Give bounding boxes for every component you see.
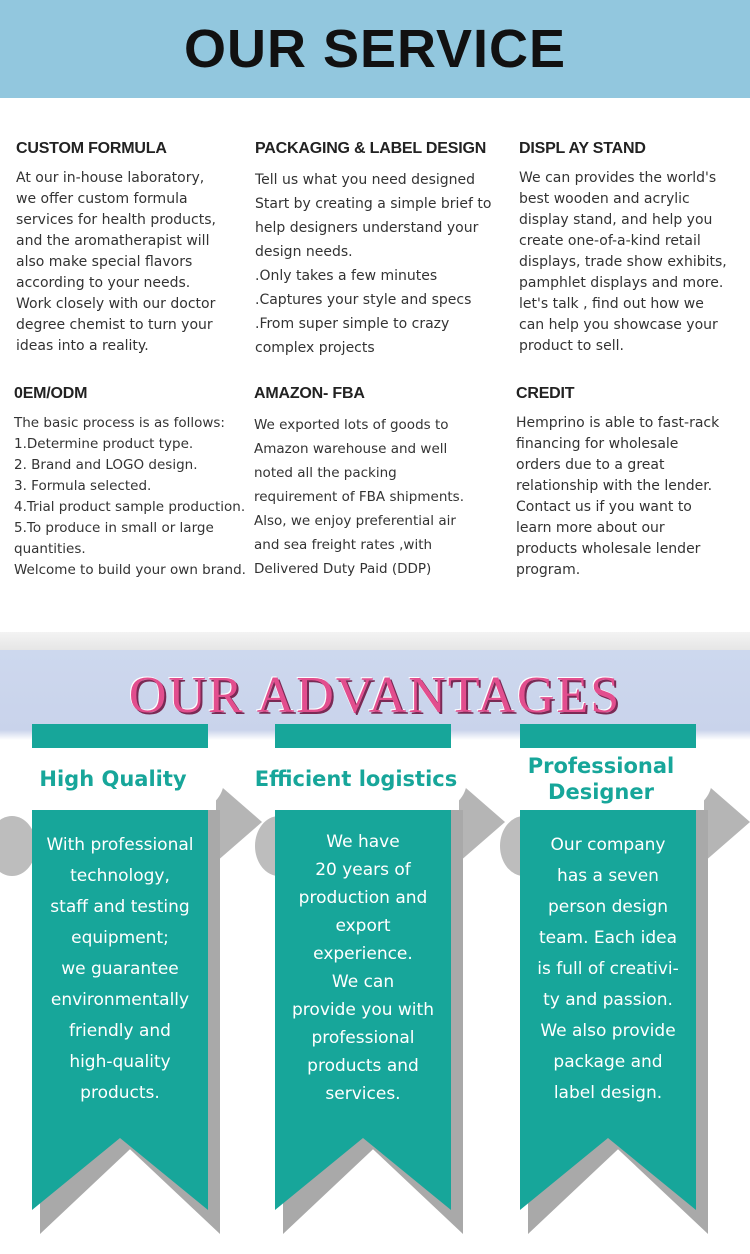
- service-oem-odm: [14, 385, 252, 581]
- service-credit: [516, 385, 746, 581]
- service-header: [0, 0, 750, 98]
- card-body: With professional technology, staff and testing equipment; we guarantee environmentally friendly and high-quality products.: [46, 835, 194, 1103]
- advantage-card-efficient-logistics: [245, 724, 467, 1244]
- card-decoration: [0, 816, 36, 876]
- service-body: At our in-house laboratory, we offer custom formula services for health products, and the aromatherapist will also make special flavors according to your needs. Work closely with our doctor degree chemist to turn your ideas into a reality.: [16, 170, 216, 354]
- ribbon-tab: [275, 724, 451, 748]
- service-amazon-fba: [254, 385, 494, 581]
- service-body: Hemprino is able to fast-rack financing for wholesale orders due to a great relationship with the lender. Contact us if you want to learn more about our products wholesale lender program.: [516, 415, 720, 578]
- card-label: Professional Designer: [527, 754, 675, 804]
- service-body: The basic process is as follows: 1.Determine product type. 2. Brand and LOGO design. 3. Formula selected. 4.Trial product sample production. 5.To produce in small or large quantities. Welcome to build your own brand.: [14, 415, 246, 578]
- service-body: Tell us what you need designed Start by creating a simple brief to help designers understand your design needs. .Only takes a few minutes .Captures your style and specs .From super simple to crazy complex projects: [255, 172, 492, 356]
- advantages-title: OUR ADVANTAGES: [128, 667, 622, 724]
- service-body: We exported lots of goods to Amazon warehouse and well noted all the packing requirement of FBA shipments. Also, we enjoy preferential air and sea freight rates ,with Delivered Duty Paid (DDP): [254, 417, 464, 577]
- card-body: Our company has a seven person design team. Each idea is full of creativi- ty and passion. We also provide package and label design.: [537, 835, 679, 1103]
- card-label: High Quality: [39, 767, 187, 791]
- advantage-card-professional-designer: [490, 724, 712, 1244]
- service-heading: CREDIT: [516, 385, 575, 402]
- card-body: We have 20 years of production and export experience. We can provide you with professional products and services.: [292, 832, 434, 1104]
- ribbon-tab: [520, 724, 696, 748]
- service-heading: CUSTOM FORMULA: [16, 140, 167, 157]
- advantage-card-high-quality: [2, 724, 224, 1244]
- service-heading: 0EM/ODM: [14, 385, 88, 402]
- service-display-stand: [519, 140, 747, 357]
- service-heading: DISPL AY STAND: [519, 140, 646, 157]
- service-custom-formula: [16, 140, 246, 357]
- card-label: Efficient logistics: [254, 767, 458, 791]
- service-heading: PACKAGING & LABEL DESIGN: [255, 140, 487, 157]
- service-packaging-label-design: [255, 140, 503, 360]
- service-heading: AMAZON- FBA: [254, 385, 365, 402]
- service-body: We can provides the world's best wooden and acrylic display stand, and help you create one-of-a-kind retail displays, trade show exhibits, pamphlet displays and more. let's talk , find out how we can help you showcase your product to sell.: [519, 170, 727, 354]
- ribbon-tab: [32, 724, 208, 748]
- section-divider: [0, 632, 750, 650]
- page-title: OUR SERVICE: [183, 19, 567, 79]
